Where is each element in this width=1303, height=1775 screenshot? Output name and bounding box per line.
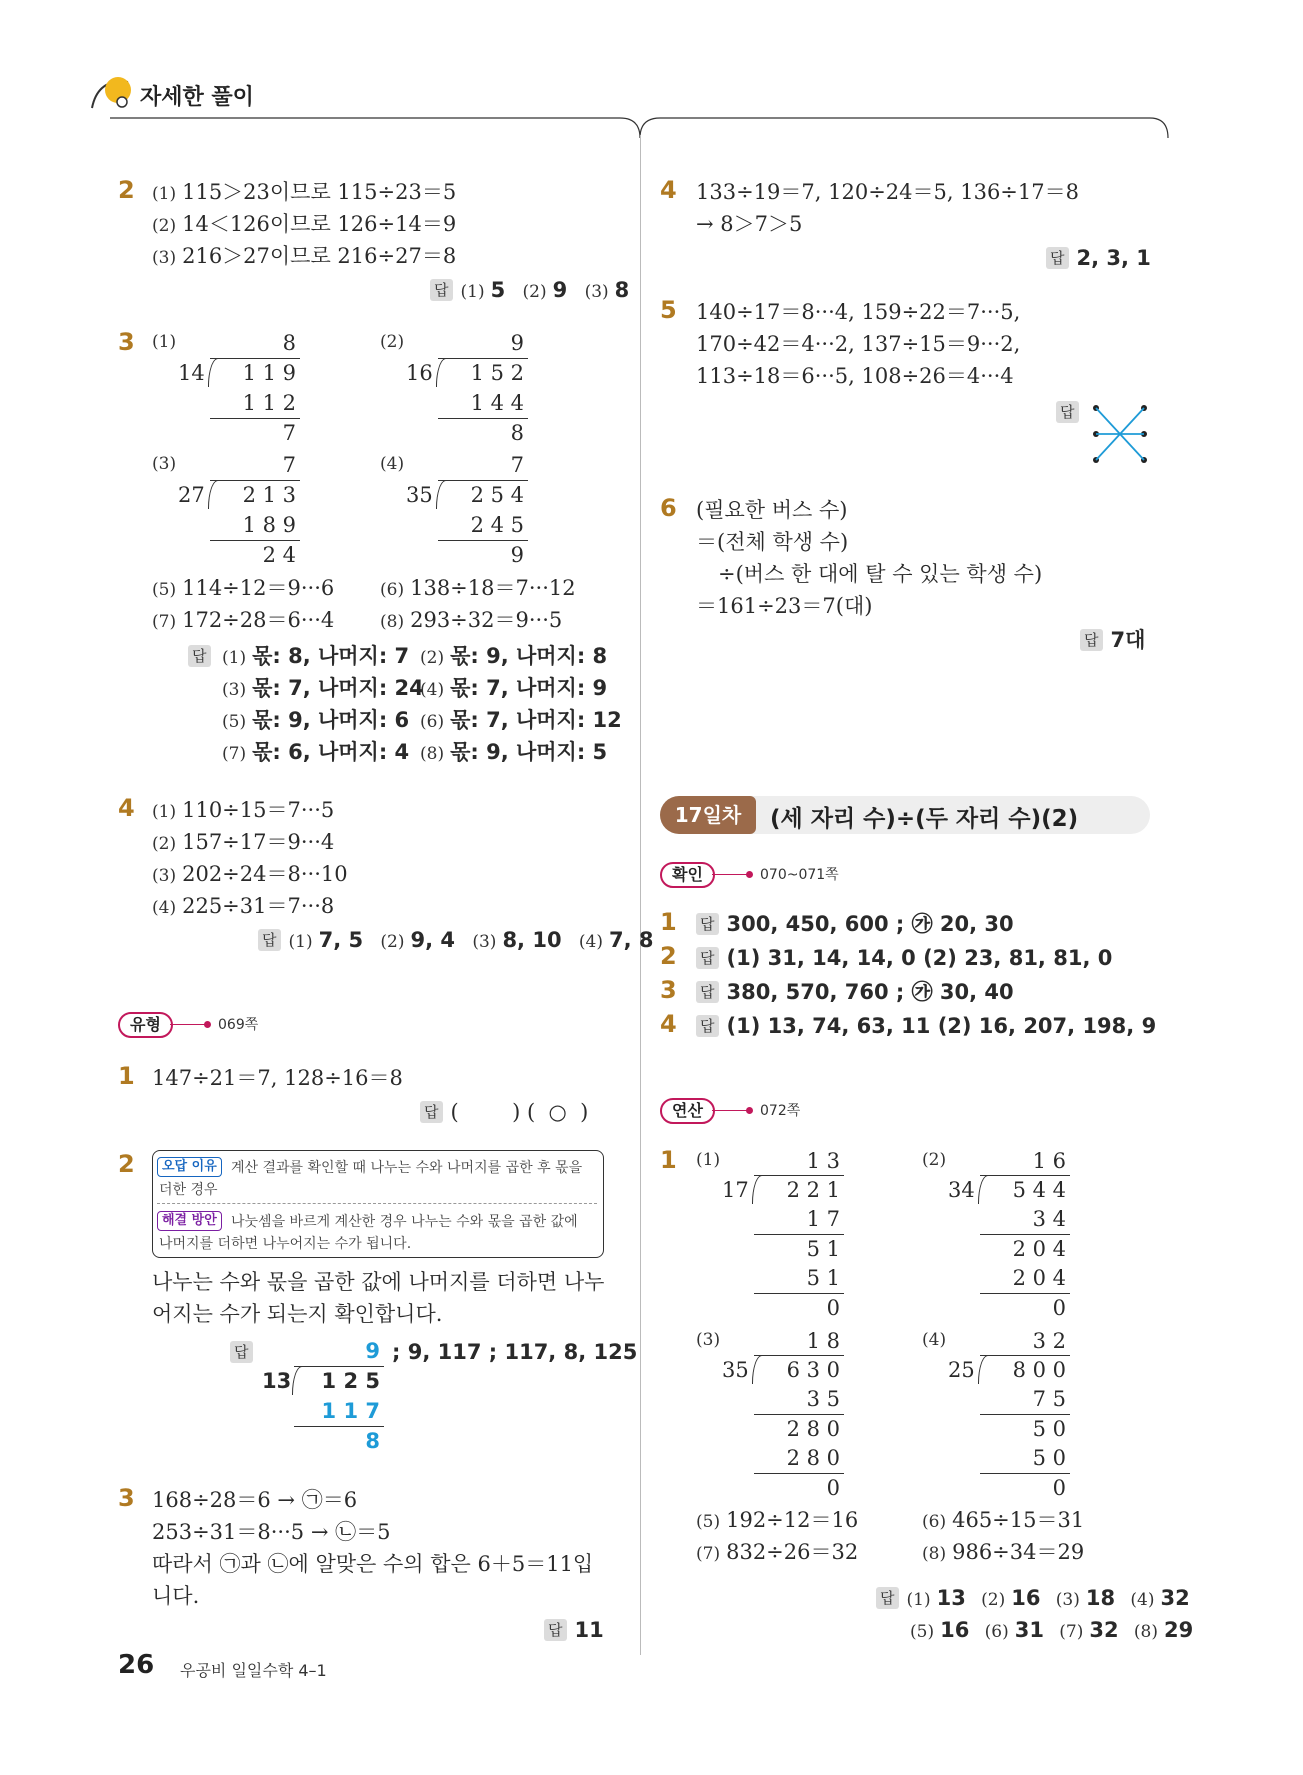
solution-tag: 해결 방안 — [157, 1211, 222, 1231]
section-tag-yuhyeong: 유형 — [118, 1012, 173, 1038]
column-divider — [640, 135, 641, 1655]
question-number: 2 — [118, 176, 135, 204]
question-number: 4 — [118, 794, 135, 822]
page-number: 26 — [118, 1650, 155, 1680]
q3-eq-6: 138÷18＝7···12 — [410, 576, 576, 600]
yeonsan-answer-row-1: 답 (1) 13 (2) 16 (3) 18 (4) 32 — [876, 1582, 1190, 1616]
question-number: 2 — [118, 1150, 135, 1178]
q3-answer-3: 몫: 7, 나머지: 24 — [252, 676, 424, 700]
q3-answer-1: 몫: 8, 나머지: 7 — [252, 644, 410, 668]
section-tag-hwagin: 확인 — [660, 862, 715, 888]
hwagin-answer-1: 300, 450, 600 ; ㉮ 20, 30 — [726, 912, 1014, 936]
yeonsan-answer-row-2: (5) 16 (6) 31 (7) 32 (8) 29 — [910, 1618, 1194, 1642]
question-number: 6 — [660, 494, 677, 522]
hwagin-answer-3: 380, 570, 760 ; ㉮ 30, 40 — [726, 980, 1014, 1004]
question-number: 1 — [660, 1146, 677, 1174]
q3-answer-8: 몫: 9, 나머지: 5 — [450, 740, 608, 764]
book-title: 우공비 일일수학 4–1 — [180, 1661, 327, 1680]
q3-answer-5: 몫: 9, 나머지: 6 — [252, 708, 410, 732]
section-tag-yeonsan: 연산 — [660, 1098, 715, 1124]
question-number: 3 — [118, 328, 135, 356]
question-number: 4 — [660, 176, 677, 204]
y1-answer: 답 ( ) ( ○ ) — [420, 1096, 588, 1128]
day-badge: 17일차 — [660, 796, 756, 834]
q3-answer-6: 몫: 7, 나머지: 12 — [450, 708, 622, 732]
y2-answer-text: ; 9, 117 ; 117, 8, 125 — [392, 1340, 638, 1364]
r-q6-answer: 답 7대 — [1080, 624, 1145, 656]
question-number: 1 — [118, 1062, 135, 1090]
r-q4-answer: 답 2, 3, 1 — [1046, 242, 1151, 274]
y3-answer: 답 11 — [544, 1614, 604, 1646]
hwagin-answer-2: (1) 31, 14, 14, 0 (2) 23, 81, 81, 0 — [726, 946, 1113, 970]
q2-line-3: 216＞27이므로 216÷27＝8 — [182, 244, 457, 268]
header-logo-icon — [88, 72, 148, 112]
error-reason-tag: 오답 이유 — [157, 1157, 222, 1177]
matching-lines-diagram — [1090, 402, 1150, 466]
hwagin-answer-4: (1) 13, 74, 63, 11 (2) 16, 207, 198, 9 — [726, 1014, 1157, 1038]
day-title: (세 자리 수)÷(두 자리 수)(2) — [770, 806, 1079, 832]
q3-answer-7: 몫: 6, 나머지: 4 — [252, 740, 410, 764]
question-number: 3 — [118, 1484, 135, 1512]
q3-eq-8: 293÷32＝9···5 — [410, 608, 563, 632]
q2-answer: 답 (1) 5 (2) 9 (3) 8 — [430, 274, 629, 308]
y1-line: 147÷21＝7, 128÷16＝8 — [152, 1066, 403, 1090]
section-page: 069쪽 — [218, 1017, 259, 1033]
q3-answer-4: 몫: 7, 나머지: 9 — [450, 676, 608, 700]
q2-line-1: 115＞23이므로 115÷23＝5 — [182, 180, 457, 204]
q3-eq-5: 114÷12＝9···6 — [182, 576, 335, 600]
q3-answer-2: 몫: 9, 나머지: 8 — [450, 644, 608, 668]
error-analysis-box: 오답 이유 계산 결과를 확인할 때 나누는 수와 나머지를 곱한 후 몫을 더한 경우 해결 방안 나눗셈을 바르게 계산한 경우 나누는 수와 몫을 곱한 값에 나머지를 더하면 나누어지는 수가 됩니다. — [152, 1150, 604, 1258]
q2-line-2: 14＜126이므로 126÷14＝9 — [182, 212, 457, 236]
question-number: 5 — [660, 296, 677, 324]
q3-eq-7: 172÷28＝6···4 — [182, 608, 335, 632]
q4-answer: 답 (1) 7, 5 (2) 9, 4 (3) 8, 10 (4) 7, 8 — [258, 924, 653, 958]
header-title: 자세한 풀이 — [140, 85, 254, 110]
